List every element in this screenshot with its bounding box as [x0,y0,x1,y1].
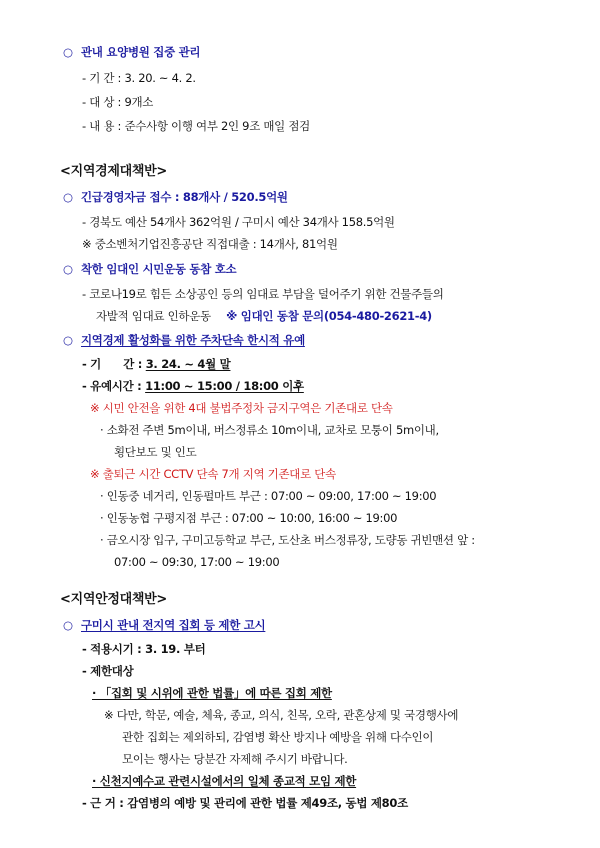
assembly-basis: - 근 거 : 감염병의 예방 및 관리에 관한 법률 제49조, 동법 제80조 [82,796,408,810]
nursing-hospital-title: 관내 요양병원 집중 관리 [81,45,201,59]
emergency-fund-heading [63,189,288,205]
parking-heading [63,332,305,348]
parking-note1: ※ 시민 안전을 위한 4대 불법주정차 금지구역은 기존대로 단속 [90,401,393,415]
emergency-fund-line1: - 경북도 예산 54개사 362억원 / 구미시 예산 34개사 158.5억원 [82,215,395,229]
nursing-period: - 기 간 : 3. 20. ~ 4. 2. [82,71,196,85]
landlord-heading [63,261,236,277]
economy-section-header: <지역경제대책반> [60,164,167,179]
landlord-line1: - 코로나19로 힘든 소상공인 등의 임대료 부담을 덜어주기 위한 건물주들의 [82,287,444,301]
parking-period-value: 3. 24. ~ 4월 말 [145,357,231,371]
assembly-item1: · 「집회 및 시위에 관한 법률」에 따른 집회 제한 [92,686,332,700]
parking-note1-detail1: · 소화전 주변 5m이내, 버스정류소 10m이내, 교차로 모퉁이 5m이내, [100,423,439,437]
landlord-title: 착한 임대인 시민운동 동참 호소 [81,262,237,276]
parking-loc1: · 인동중 네거리, 인동펄마트 부근 : 07:00 ~ 09:00, 17:00 ~ 19:00 [100,489,437,503]
circle-bullet-icon: ○ [63,190,73,204]
nursing-content: - 내 용 : 준수사항 이행 여부 2인 9조 매일 점검 [82,119,310,133]
parking-note2: ※ 출퇴근 시간 CCTV 단속 7개 지역 기존대로 단속 [90,467,336,481]
stability-section-header: <지역안정대책반> [60,592,167,607]
assembly-notice-heading [63,617,265,633]
parking-time-label: - 유예시간 : [82,379,146,393]
parking-time-value: 11:00 ~ 15:00 / 18:00 이후 [145,379,304,393]
assembly-apply: - 적용시기 : 3. 19. 부터 [82,642,206,656]
assembly-note3: 모이는 행사는 당분간 자제해 주시기 바랍니다. [122,752,348,766]
parking-time-row [82,378,304,394]
nursing-hospital-heading [63,44,200,60]
landlord-inquiry: ※ 임대인 동참 문의(054-480-2621-4) [226,309,432,323]
parking-title: 지역경제 활성화를 위한 주차단속 한시적 유예 [81,333,305,347]
emergency-fund-title: 긴급경영자금 접수 : 88개사 / 520.5억원 [81,190,288,204]
assembly-item2: · 신천지예수교 관련시설에서의 일체 종교적 모임 제한 [92,774,357,788]
assembly-note2: 관한 집회는 제외하되, 감염병 확산 방지나 예방을 위해 다수인이 [122,730,434,744]
nursing-target: - 대 상 : 9개소 [82,95,154,109]
parking-loc3: · 금오시장 입구, 구미고등학교 부근, 도산초 버스정류장, 도량동 귀빈맨션 앞 : [100,533,475,547]
emergency-fund-line2: ※ 중소벤처기업진흥공단 직접대출 : 14개사, 81억원 [82,237,338,251]
parking-note1-detail2: 횡단보도 및 인도 [114,445,197,459]
circle-bullet-icon: ○ [63,333,73,347]
circle-bullet-icon: ○ [63,618,73,632]
parking-period-label: - 기 간 : [82,357,146,371]
landlord-line2-row [96,308,432,324]
assembly-notice-title: 구미시 관내 전지역 집회 등 제한 고시 [81,618,266,632]
assembly-note1: ※ 다만, 학문, 예술, 체육, 종교, 의식, 친목, 오락, 관혼상제 및 국경행사에 [104,708,459,722]
circle-bullet-icon: ○ [63,45,73,59]
circle-bullet-icon: ○ [63,262,73,276]
parking-period-row [82,356,230,372]
parking-loc2: · 인동농협 구평지점 부근 : 07:00 ~ 10:00, 16:00 ~ 19:00 [100,511,398,525]
parking-loc3b: 07:00 ~ 09:30, 17:00 ~ 19:00 [114,555,280,569]
assembly-limit: - 제한대상 [82,664,134,678]
landlord-line2: 자발적 임대료 인하운동 [96,309,211,323]
